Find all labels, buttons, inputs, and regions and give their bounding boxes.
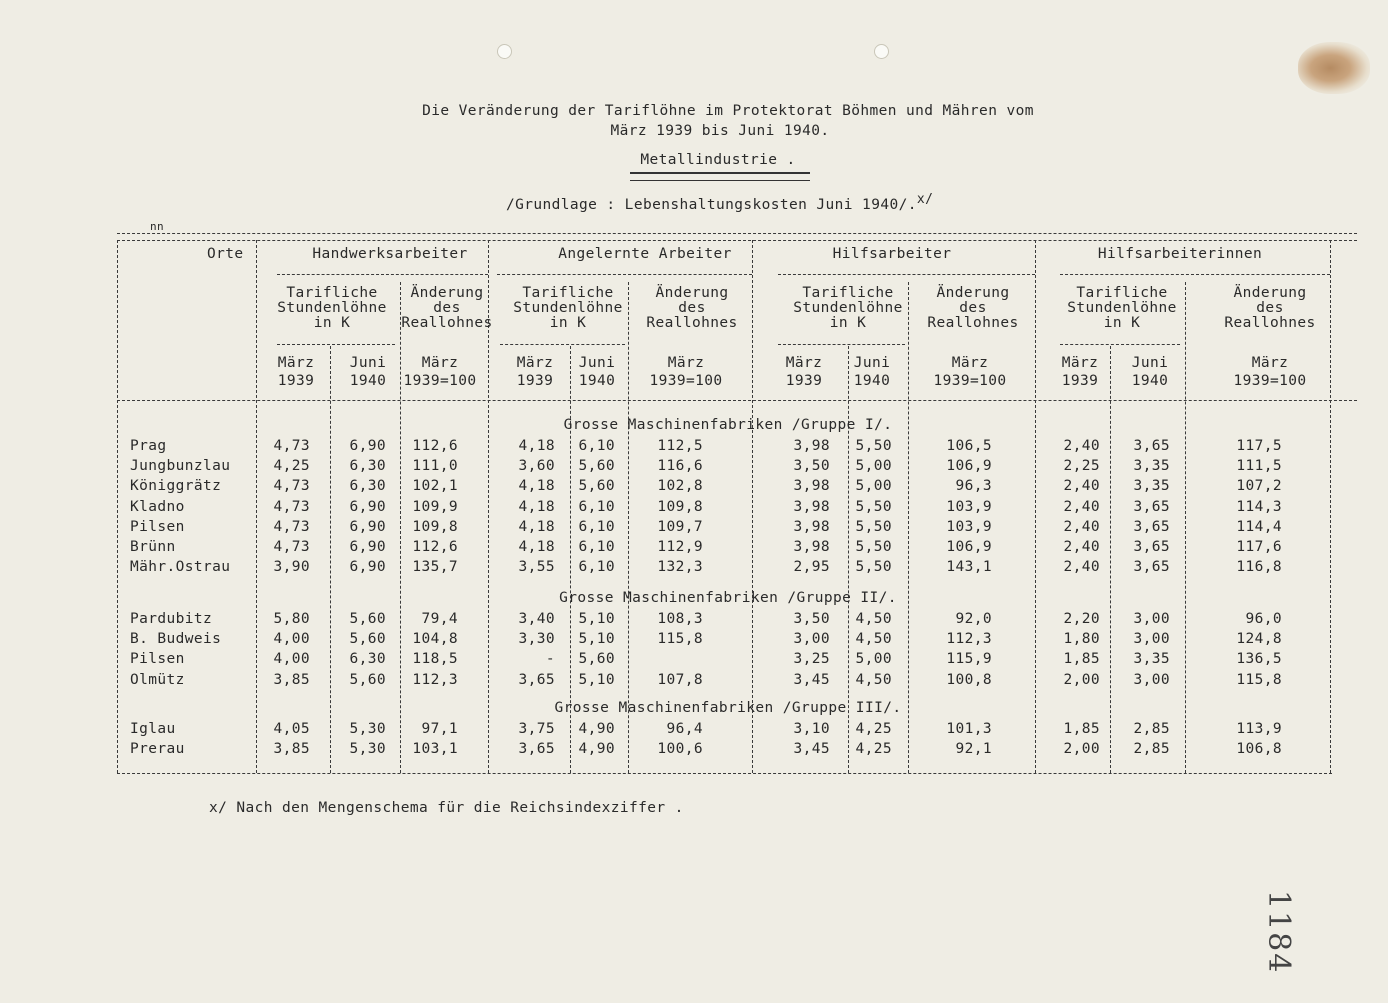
table-cell: 111,5 [1236, 458, 1282, 475]
table-cell: 92,0 [955, 611, 992, 627]
header-aenderung: Änderung [936, 285, 1010, 301]
row-place: Iglau [130, 721, 176, 737]
table-cell: 6,30 [349, 651, 386, 668]
table-cell: 2,40 [1063, 518, 1100, 535]
stray-mark: nn [150, 220, 165, 233]
table-cell: 112,3 [946, 631, 992, 648]
table-cell: 117,6 [1236, 539, 1282, 555]
table-cell: 3,25 [793, 651, 830, 668]
table-cell: 3,40 [518, 611, 555, 627]
table-cell: 112,5 [657, 438, 703, 454]
table-cell: 3,00 [1133, 611, 1170, 627]
table-cell: 3,00 [1133, 671, 1170, 688]
table-cell: 6,90 [349, 539, 386, 555]
basis-line [506, 192, 933, 213]
table-cell: 6,30 [349, 458, 386, 475]
row-place: Pardubitz [130, 611, 213, 627]
table-cell: 3,85 [273, 671, 310, 688]
header-orte: Orte [207, 246, 244, 262]
group-subrule [277, 274, 488, 275]
row-place: Pilsen [130, 518, 185, 535]
group-subrule [778, 274, 1035, 275]
table-cell: 4,00 [273, 631, 310, 648]
table-cell: 4,50 [855, 671, 892, 688]
table-cell: 3,10 [793, 721, 830, 737]
table-cell: 4,25 [855, 741, 892, 758]
table-cell: 6,90 [349, 498, 386, 515]
header-tarif: in K [549, 315, 587, 331]
table-cell: 3,98 [793, 539, 830, 555]
table-cell: 5,50 [855, 518, 892, 535]
column-rule [752, 240, 753, 773]
header-juni-year: 1940 [853, 373, 891, 389]
table-cell: 106,9 [946, 458, 992, 475]
table-cell: 114,3 [1236, 498, 1282, 515]
header-aenderung: Reallohnes [646, 315, 738, 331]
table-cell: 2,40 [1063, 498, 1100, 515]
table-cell: 118,5 [412, 651, 458, 668]
header-maerz-year: 1939 [277, 373, 315, 389]
header-group: Handwerksarbeiter [312, 246, 468, 262]
table-cell: 5,50 [855, 539, 892, 555]
table-cell: 2,40 [1063, 559, 1100, 576]
table-cell: 115,8 [1236, 671, 1282, 688]
table-cell: 5,30 [349, 721, 386, 737]
title-line1: Die Veränderung der Tariflöhne im Protektorat Böhmen und Mähren vom [422, 103, 1034, 119]
table-cell: 106,9 [946, 539, 992, 555]
header-aenderung: Änderung [655, 285, 729, 301]
header-juni: Juni [1131, 355, 1169, 371]
table-cell: 111,0 [412, 458, 458, 475]
header-tarif: Stundenlöhne [793, 300, 903, 316]
subtitle-underline-2 [630, 180, 810, 181]
table-cell: 5,50 [855, 559, 892, 576]
table-cell: 6,10 [578, 438, 615, 454]
table-cell: 2,40 [1063, 478, 1100, 495]
table-cell: 101,3 [946, 721, 992, 737]
table-cell: 4,73 [273, 518, 310, 535]
table-cell: 4,73 [273, 539, 310, 555]
table-cell: 5,60 [578, 478, 615, 495]
header-tarif: Tarifliche [286, 285, 378, 301]
table-cell: 100,6 [657, 741, 703, 758]
table-cell: 6,90 [349, 438, 386, 454]
subtitle-underline [630, 172, 810, 174]
table-cell: 3,98 [793, 478, 830, 495]
header-maerz-year: 1939 [785, 373, 823, 389]
header-tarif: Tarifliche [522, 285, 614, 301]
header-tarif: Tarifliche [1076, 285, 1168, 301]
table-cell: 5,60 [349, 611, 386, 627]
header-maerz: März [277, 355, 315, 371]
table-cell: 113,9 [1236, 721, 1282, 737]
table-cell: 103,1 [412, 741, 458, 758]
table-cell: 3,98 [793, 438, 830, 454]
tarif-subrule [500, 344, 625, 345]
table-cell: 2,85 [1133, 721, 1170, 737]
header-index: März [951, 355, 989, 371]
subtitle: Metallindustrie . [640, 152, 796, 168]
table-cell: 3,65 [518, 741, 555, 758]
table-cell: 6,90 [349, 559, 386, 576]
row-place: Pilsen [130, 651, 185, 668]
table-cell: 115,8 [657, 631, 703, 648]
row-place: Königgrätz [130, 478, 222, 495]
table-cell: 143,1 [946, 559, 992, 576]
header-index-base: 1939=100 [403, 373, 477, 389]
footnote: x/ Nach den Mengenschema für die Reichsindexziffer . [209, 800, 684, 816]
header-maerz-year: 1939 [516, 373, 554, 389]
table-cell: 117,5 [1236, 438, 1282, 454]
table-cell: 115,9 [946, 651, 992, 668]
header-aenderung: Reallohnes [1224, 315, 1316, 331]
column-rule [256, 240, 257, 773]
table-cell: 3,30 [518, 631, 555, 648]
group-subrule [1060, 274, 1330, 275]
table-cell: 2,25 [1063, 458, 1100, 475]
header-maerz-year: 1939 [1061, 373, 1099, 389]
header-maerz: März [516, 355, 554, 371]
table-cell: 3,00 [1133, 631, 1170, 648]
table-cell: 1,85 [1063, 651, 1100, 668]
table-cell: 3,85 [273, 741, 310, 758]
table-cell: 4,73 [273, 438, 310, 454]
table-cell: 1,85 [1063, 721, 1100, 737]
table-cell: 5,10 [578, 611, 615, 627]
header-tarif: in K [829, 315, 867, 331]
table-cell: 4,73 [273, 478, 310, 495]
rust-stain [1298, 42, 1370, 94]
header-index: März [421, 355, 459, 371]
table-cell: 108,3 [657, 611, 703, 627]
table-cell: 3,45 [793, 741, 830, 758]
table-cell: 2,95 [793, 559, 830, 576]
table-cell: 135,7 [412, 559, 458, 576]
header-tarif: in K [1103, 315, 1141, 331]
tarif-subrule [277, 344, 395, 345]
header-juni: Juni [578, 355, 616, 371]
table-cell: 5,60 [349, 671, 386, 688]
table-cell: 3,35 [1133, 458, 1170, 475]
column-rule [117, 240, 118, 773]
table-cell: 136,5 [1236, 651, 1282, 668]
table-cell: 79,4 [421, 611, 458, 627]
table-cell: 3,45 [793, 671, 830, 688]
table-cell: 4,18 [518, 539, 555, 555]
table-cell: 132,3 [657, 559, 703, 576]
table-cell: 5,30 [349, 741, 386, 758]
table-cell: 5,60 [578, 651, 615, 668]
table-cell: 3,65 [1133, 438, 1170, 454]
table-cell: 112,6 [412, 438, 458, 454]
header-aenderung: Änderung [1233, 285, 1307, 301]
header-tarif: Stundenlöhne [513, 300, 623, 316]
header-aenderung: Reallohnes [927, 315, 1019, 331]
header-aenderung: des [959, 300, 987, 316]
table-top-rule [117, 233, 1357, 234]
table-cell: 5,80 [273, 611, 310, 627]
tarif-subrule [1060, 344, 1180, 345]
header-group: Hilfsarbeiterinnen [1097, 246, 1263, 262]
row-place: Prag [130, 438, 167, 454]
table-cell: 96,4 [666, 721, 703, 737]
section-title: Grosse Maschinenfabriken /Gruppe II/. [559, 590, 897, 606]
table-cell: 5,00 [855, 651, 892, 668]
table-cell: 4,18 [518, 438, 555, 454]
header-aenderung: Änderung [410, 285, 484, 301]
header-index: März [667, 355, 705, 371]
header-juni-year: 1940 [349, 373, 387, 389]
table-cell: 4,50 [855, 631, 892, 648]
header-aenderung: des [1256, 300, 1284, 316]
table-cell: 5,10 [578, 631, 615, 648]
table-cell: 116,6 [657, 458, 703, 475]
row-place: Olmütz [130, 671, 185, 688]
table-top-rule-2 [117, 240, 1357, 241]
table-cell: 4,18 [518, 478, 555, 495]
table-cell: 6,10 [578, 498, 615, 515]
table-cell: 3,90 [273, 559, 310, 576]
table-cell: 92,1 [955, 741, 992, 758]
table-cell: 6,10 [578, 518, 615, 535]
header-tarif: in K [313, 315, 351, 331]
table-cell: 4,18 [518, 498, 555, 515]
header-group: Angelernte Arbeiter [558, 246, 732, 262]
table-cell: 3,50 [793, 611, 830, 627]
group-subrule [497, 274, 752, 275]
row-place: Brünn [130, 539, 176, 555]
punch-hole-left [497, 44, 512, 59]
header-maerz: März [785, 355, 823, 371]
title-line2: März 1939 bis Juni 1940. [610, 123, 830, 139]
table-cell: 3,75 [518, 721, 555, 737]
header-tarif: Stundenlöhne [1067, 300, 1177, 316]
subcolumn-rule [400, 282, 401, 773]
basis-footnote-mark: x/ [916, 192, 934, 207]
table-cell: 4,25 [855, 721, 892, 737]
table-cell: 2,20 [1063, 611, 1100, 627]
table-cell: 104,8 [412, 631, 458, 648]
table-cell: 96,3 [955, 478, 992, 495]
table-cell: 4,90 [578, 721, 615, 737]
row-place: Prerau [130, 741, 185, 758]
table-cell: 4,50 [855, 611, 892, 627]
header-aenderung: des [678, 300, 706, 316]
table-cell: 5,60 [578, 458, 615, 475]
table-cell: 102,1 [412, 478, 458, 495]
table-cell: 3,65 [1133, 498, 1170, 515]
month-rule [330, 346, 331, 773]
table-cell: 5,50 [855, 498, 892, 515]
table-cell: 103,9 [946, 498, 992, 515]
header-bottom-rule [117, 400, 1357, 401]
table-cell: 114,4 [1236, 518, 1282, 535]
table-cell: 116,8 [1236, 559, 1282, 576]
table-cell: 2,00 [1063, 671, 1100, 688]
table-cell: 2,00 [1063, 741, 1100, 758]
margin-number: 1184 [1261, 890, 1296, 975]
table-cell: 97,1 [421, 721, 458, 737]
table-cell: - [545, 651, 555, 668]
table-cell: 2,40 [1063, 539, 1100, 555]
row-place: B. Budweis [130, 631, 222, 648]
table-cell: 5,00 [855, 458, 892, 475]
table-cell: 6,10 [578, 559, 615, 576]
subcolumn-rule [908, 282, 909, 773]
month-rule [1110, 346, 1111, 773]
table-cell: 109,8 [412, 518, 458, 535]
punch-hole-right [874, 44, 889, 59]
table-cell: 96,0 [1245, 611, 1282, 627]
table-cell: 109,7 [657, 518, 703, 535]
header-tarif: Stundenlöhne [277, 300, 387, 316]
table-cell: 109,8 [657, 498, 703, 515]
table-cell: 3,60 [518, 458, 555, 475]
table-cell: 102,8 [657, 478, 703, 495]
table-cell: 124,8 [1236, 631, 1282, 648]
table-cell: 106,8 [1236, 741, 1282, 758]
table-cell: 107,2 [1236, 478, 1282, 495]
header-index: März [1251, 355, 1289, 371]
row-place: Kladno [130, 498, 185, 515]
table-cell: 4,90 [578, 741, 615, 758]
table-cell: 112,9 [657, 539, 703, 555]
table-cell: 6,30 [349, 478, 386, 495]
table-cell: 3,65 [1133, 518, 1170, 535]
table-cell: 3,65 [1133, 539, 1170, 555]
table-cell: 5,60 [349, 631, 386, 648]
header-tarif: Tarifliche [802, 285, 894, 301]
table-cell: 103,9 [946, 518, 992, 535]
table-bottom-rule [117, 773, 1332, 774]
table-cell: 5,10 [578, 671, 615, 688]
table-cell: 3,00 [793, 631, 830, 648]
table-cell: 3,98 [793, 498, 830, 515]
column-rule [1330, 240, 1331, 773]
subcolumn-rule [1185, 282, 1186, 773]
table-cell: 4,25 [273, 458, 310, 475]
table-cell: 3,55 [518, 559, 555, 576]
table-cell: 112,6 [412, 539, 458, 555]
table-cell: 6,90 [349, 518, 386, 535]
header-aenderung: Reallohnes [401, 315, 493, 331]
table-cell: 112,3 [412, 671, 458, 688]
table-cell: 3,98 [793, 518, 830, 535]
table-cell: 100,8 [946, 671, 992, 688]
table-cell: 2,85 [1133, 741, 1170, 758]
table-cell: 3,35 [1133, 651, 1170, 668]
table-cell: 109,9 [412, 498, 458, 515]
header-index-base: 1939=100 [649, 373, 723, 389]
table-cell: 6,10 [578, 539, 615, 555]
table-cell: 3,35 [1133, 478, 1170, 495]
header-juni-year: 1940 [578, 373, 616, 389]
header-juni: Juni [853, 355, 891, 371]
table-cell: 3,50 [793, 458, 830, 475]
tarif-subrule [778, 344, 905, 345]
table-cell: 2,40 [1063, 438, 1100, 454]
table-cell: 3,65 [518, 671, 555, 688]
section-title: Grosse Maschinenfabriken /Gruppe III/. [554, 700, 902, 716]
table-cell: 106,5 [946, 438, 992, 454]
row-place: Jungbunzlau [130, 458, 231, 475]
header-aenderung: des [433, 300, 461, 316]
row-place: Mähr.Ostrau [130, 559, 231, 576]
header-juni-year: 1940 [1131, 373, 1169, 389]
table-cell: 4,05 [273, 721, 310, 737]
table-cell: 4,73 [273, 498, 310, 515]
table-cell: 5,00 [855, 478, 892, 495]
header-index-base: 1939=100 [933, 373, 1007, 389]
table-cell: 107,8 [657, 671, 703, 688]
column-rule [1035, 240, 1036, 773]
header-group: Hilfsarbeiter [832, 246, 952, 262]
section-title: Grosse Maschinenfabriken /Gruppe I/. [563, 417, 893, 433]
header-index-base: 1939=100 [1233, 373, 1307, 389]
basis-text: /Grundlage : Lebenshaltungskosten Juni 1940/. [506, 196, 917, 213]
table-cell: 5,50 [855, 438, 892, 454]
header-juni: Juni [349, 355, 387, 371]
table-cell: 3,65 [1133, 559, 1170, 576]
table-cell: 4,00 [273, 651, 310, 668]
table-cell: 1,80 [1063, 631, 1100, 648]
header-maerz: März [1061, 355, 1099, 371]
table-cell: 4,18 [518, 518, 555, 535]
